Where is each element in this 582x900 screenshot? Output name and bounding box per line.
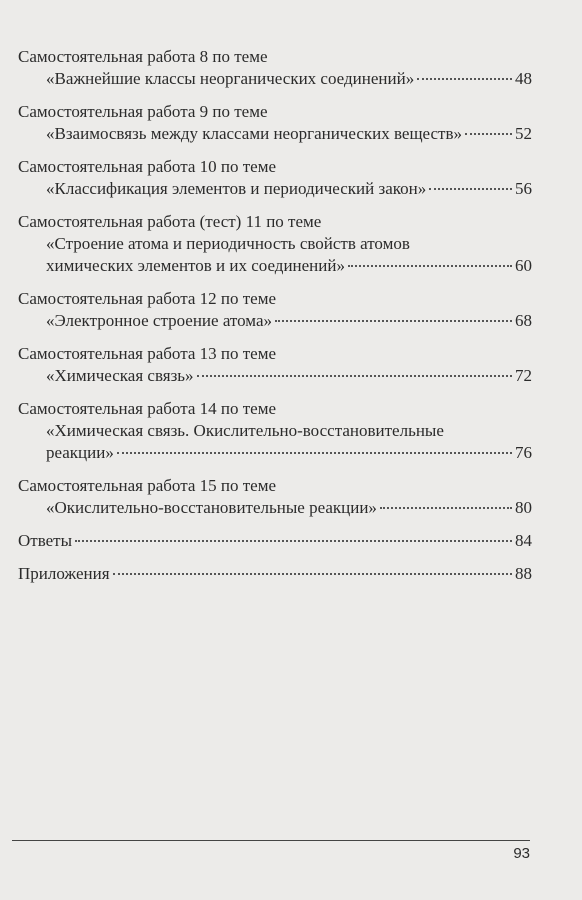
toc-entry-title: Самостоятельная работа (тест) 11 по теме [18,212,322,231]
toc-page-number: 76 [515,443,532,462]
dot-leader [380,507,512,509]
toc-entry-14[interactable] [18,398,532,464]
toc-entry-subtitle: «Строение атома и периодичность свойств атомов [46,234,410,253]
footer-divider [12,840,530,841]
toc-entry-11[interactable] [18,211,532,277]
toc-entry-subtitle: «Химическая связь. Окислительно-восстановительные [46,421,444,440]
dot-leader [465,133,512,135]
toc-entry-title: Приложения [18,564,110,583]
toc-entry-subtitle: химических элементов и их соединений» [46,256,345,275]
toc-entry-13[interactable] [18,343,532,387]
toc-entry-10[interactable] [18,156,532,200]
dot-leader [429,188,512,190]
dot-leader [197,375,512,377]
toc-entry-title: Самостоятельная работа 14 по теме [18,399,277,418]
toc-page-number: 52 [515,124,532,143]
toc-entry-subtitle: «Электронное строение атома» [46,311,272,330]
toc-entry-subtitle: «Химическая связь» [46,366,194,385]
toc-entry-subtitle: «Важнейшие классы неорганических соединений» [46,69,415,88]
toc-page-number: 48 [515,69,532,88]
toc-entry-9[interactable] [18,101,532,145]
toc-entry-title: Самостоятельная работа 8 по теме [18,47,268,66]
toc-page-number: 72 [515,366,532,385]
toc-page-number: 56 [515,179,532,198]
toc-entry-title: Самостоятельная работа 10 по теме [18,157,277,176]
table-of-contents [18,46,532,596]
toc-page-number: 88 [515,564,532,583]
toc-entry-title: Самостоятельная работа 13 по теме [18,344,277,363]
dot-leader [275,320,512,322]
toc-entry-15[interactable] [18,475,532,519]
dot-leader [75,540,512,542]
dot-leader [117,452,512,454]
toc-entry-subtitle: «Взаимосвязь между классами неорганических веществ» [46,124,463,143]
toc-entry-answers[interactable] [18,530,532,552]
toc-entry-appendices[interactable] [18,563,532,585]
dot-leader [348,265,512,267]
toc-entry-subtitle: «Окислительно-восстановительные реакции» [46,498,377,517]
toc-entry-subtitle: «Классификация элементов и периодический закон» [46,179,427,198]
toc-page-number: 84 [515,531,532,550]
toc-entry-subtitle: реакции» [46,443,114,462]
toc-page-number: 80 [515,498,532,517]
toc-entry-title: Самостоятельная работа 15 по теме [18,476,277,495]
toc-entry-title: Ответы [18,531,73,550]
toc-entry-12[interactable] [18,288,532,332]
dot-leader [113,573,512,575]
page-number: 93 [513,845,530,862]
toc-entry-title: Самостоятельная работа 9 по теме [18,102,268,121]
dot-leader [417,78,512,80]
toc-entry-title: Самостоятельная работа 12 по теме [18,289,277,308]
toc-page-number: 60 [515,256,532,275]
toc-entry-8[interactable] [18,46,532,90]
toc-page-number: 68 [515,311,532,330]
